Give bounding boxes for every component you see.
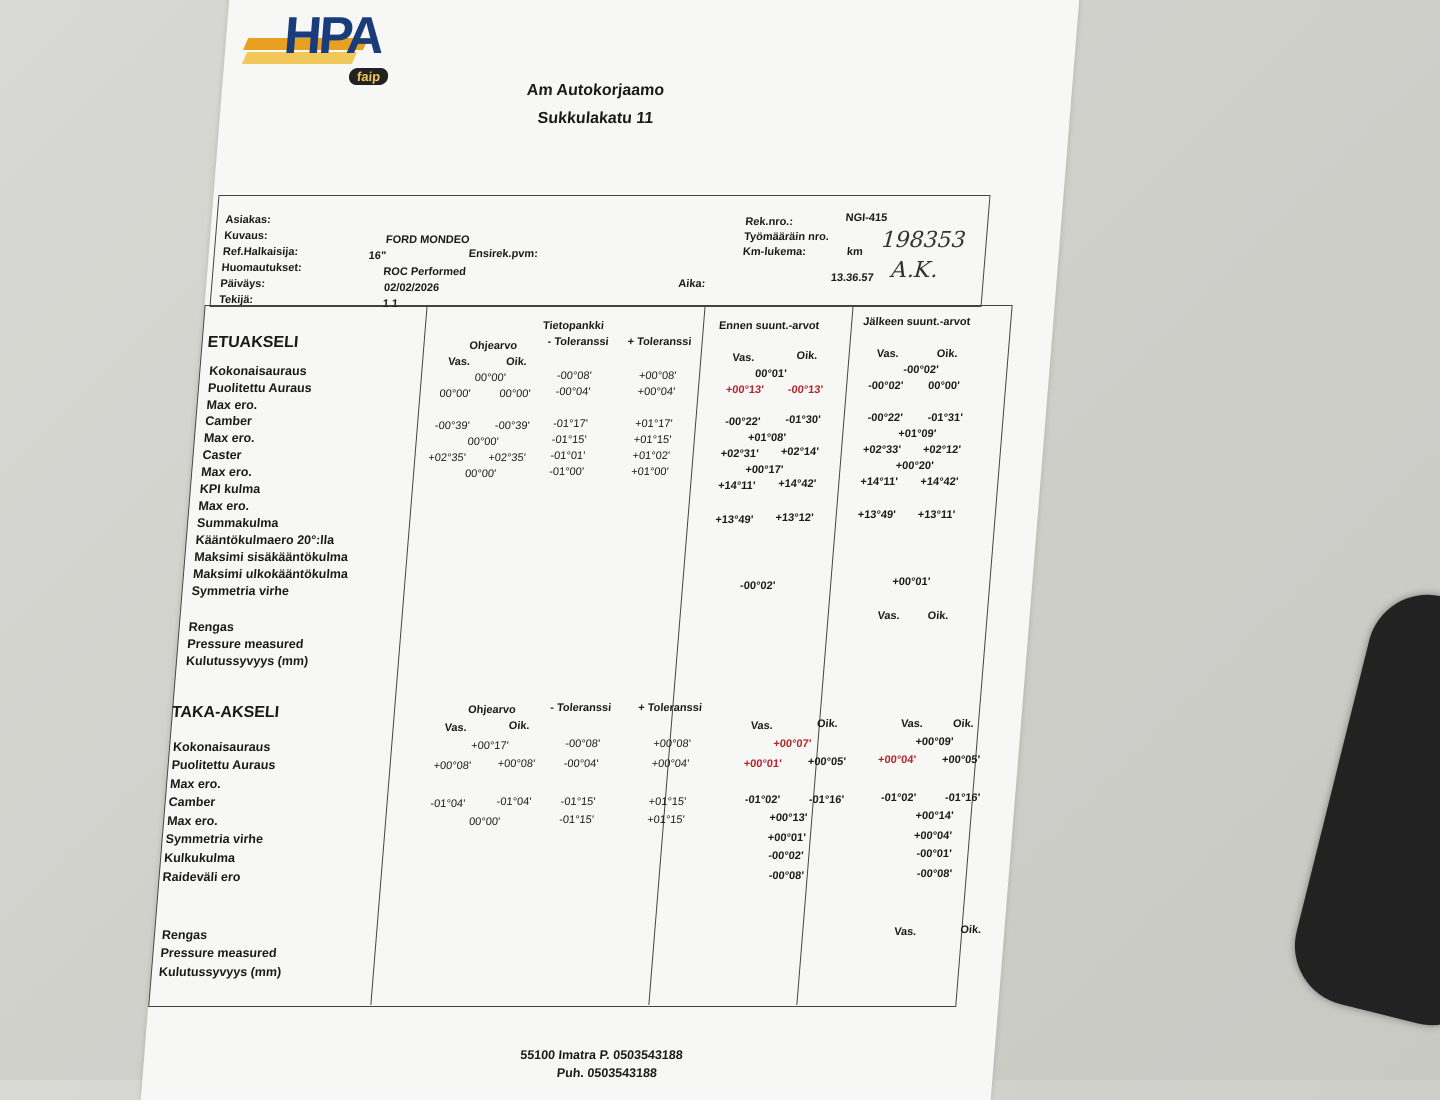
after-value: +00°04' xyxy=(913,830,953,842)
front-label: Max ero. xyxy=(200,465,253,479)
before-value: +00°13' xyxy=(768,812,808,824)
vas-header: Vas. xyxy=(876,348,900,360)
initials-signature: A.K. xyxy=(890,258,939,283)
rear-label: Rengas xyxy=(161,928,208,942)
after-value: +00°04' xyxy=(877,754,917,766)
rear-label: Raideväli ero xyxy=(162,870,242,884)
oik-header: Oik. xyxy=(927,610,949,622)
plus-tol-header: + Toleranssi xyxy=(627,336,692,348)
spec-value: -00°08' xyxy=(556,370,593,382)
rear-label: Symmetria virhe xyxy=(165,832,264,846)
spec-value: 00°00' xyxy=(474,372,507,384)
before-value: +02°14' xyxy=(780,446,820,458)
spec-value: +01°17' xyxy=(634,418,673,430)
after-value: +00°09' xyxy=(915,736,954,748)
before-value: -01°16' xyxy=(808,794,845,806)
spec-value: +00°08' xyxy=(433,760,472,772)
spec-value: +01°15' xyxy=(646,814,686,826)
spec-value: +01°00' xyxy=(630,466,670,478)
spec-value: -01°04' xyxy=(430,798,466,810)
footer-phone: Puh. 0503543188 xyxy=(556,1066,658,1080)
front-label: Maksimi ulkokääntökulma xyxy=(192,567,349,581)
ohjearvo-header: Ohjearvo xyxy=(468,340,518,352)
rear-label: Pressure measured xyxy=(159,946,278,960)
after-value: +14°11' xyxy=(859,476,899,488)
front-label: Kulutussyvyys (mm) xyxy=(185,654,309,668)
km-label: Km-lukema: xyxy=(742,246,807,258)
after-value: +13°11' xyxy=(917,509,956,521)
jalkeen-header: Jälkeen suunt.-arvot xyxy=(862,316,971,328)
before-value: +00°13' xyxy=(725,384,765,396)
spec-value: -01°15' xyxy=(551,434,587,446)
ref-label: Ref.Halkaisija: xyxy=(222,246,299,258)
spec-value: 00°00' xyxy=(439,388,471,400)
spec-value: +00°08' xyxy=(638,370,677,382)
front-axle-title: ETUAKSELI xyxy=(206,334,299,351)
front-label: Symmetria virhe xyxy=(191,584,290,598)
aika-label: Aika: xyxy=(677,278,706,290)
before-value: +14°11' xyxy=(717,480,756,492)
ennen-header: Ennen suunt.-arvot xyxy=(718,320,820,332)
before-value: -00°02' xyxy=(767,850,804,862)
after-value: +00°20' xyxy=(895,460,935,472)
rear-label: Max ero. xyxy=(169,777,222,791)
front-label: Max ero. xyxy=(206,398,258,412)
rekno-label: Rek.nro.: xyxy=(744,216,794,228)
ensirek-label: Ensirek.pvm: xyxy=(468,248,539,260)
spec-value: +02°35' xyxy=(427,452,467,464)
before-value: -00°02' xyxy=(739,580,776,592)
before-value: +00°01' xyxy=(743,758,783,770)
tekija-label: Tekijä: xyxy=(218,294,254,306)
oik-header: Oik. xyxy=(505,356,528,368)
kuvaus-value: FORD MONDEO xyxy=(385,234,471,246)
before-value: -01°30' xyxy=(784,414,822,426)
oik-header: Oik. xyxy=(508,720,531,732)
front-label: Kokonaisauraus xyxy=(208,364,308,378)
ref-value: 16" xyxy=(368,250,387,262)
before-value: +13°49' xyxy=(714,514,754,526)
oik-header: Oik. xyxy=(952,718,975,730)
rear-label: Kokonaisauraus xyxy=(172,740,271,754)
oik-header: Oik. xyxy=(959,924,982,936)
asiakas-label: Asiakas: xyxy=(225,214,272,226)
vas-header: Vas. xyxy=(447,356,471,368)
spec-value: -01°00' xyxy=(548,466,585,478)
after-value: +02°12' xyxy=(922,444,962,456)
tekija-value: 1 1 xyxy=(382,298,399,310)
before-value: +13°12' xyxy=(775,512,814,524)
spec-value: -00°04' xyxy=(555,386,591,398)
front-label: KPI kulma xyxy=(199,482,261,496)
spec-value: -00°04' xyxy=(563,758,599,770)
spec-value: +02°35' xyxy=(487,452,527,464)
spec-value: 00°00' xyxy=(464,468,497,480)
spec-value: +01°02' xyxy=(632,450,671,462)
tietopankki-header: Tietopankki xyxy=(542,320,605,332)
spec-value: +00°08' xyxy=(497,758,536,770)
rear-label: Max ero. xyxy=(166,814,219,828)
front-label: Camber xyxy=(204,414,253,428)
front-label: Max ero. xyxy=(197,499,250,513)
ohjearvo-header: Ohjearvo xyxy=(467,704,517,716)
paivays-label: Päiväys: xyxy=(219,278,266,290)
huomautukset-value: ROC Performed xyxy=(382,266,467,278)
spec-value: 00°00' xyxy=(499,388,531,400)
after-value: 00°00' xyxy=(927,380,961,392)
logo-text: HPA xyxy=(281,7,384,65)
spec-value: -01°17' xyxy=(552,418,589,430)
km-handwritten: 198353 xyxy=(880,228,967,253)
rear-label: Camber xyxy=(168,795,216,809)
before-value: +00°05' xyxy=(807,756,847,768)
before-value: +00°01' xyxy=(767,832,807,844)
spec-value: 00°00' xyxy=(468,816,501,828)
spec-value: +00°08' xyxy=(652,738,692,750)
spec-value: -01°15' xyxy=(558,814,595,826)
before-value: -01°02' xyxy=(744,794,781,806)
after-value: -00°01' xyxy=(916,848,953,860)
vas-header: Vas. xyxy=(900,718,924,730)
after-value: +00°01' xyxy=(891,576,931,588)
minus-tol-header: - Toleranssi xyxy=(549,702,612,714)
plus-tol-header: + Toleranssi xyxy=(637,702,703,714)
huomautukset-label: Huomautukset: xyxy=(221,262,303,274)
front-label: Rengas xyxy=(188,620,235,634)
after-value: +00°14' xyxy=(915,810,954,822)
spec-value: +00°04' xyxy=(637,386,676,398)
before-value: -00°08' xyxy=(768,870,805,882)
after-value: -01°02' xyxy=(880,792,917,804)
spec-value: 00°00' xyxy=(467,436,500,448)
after-value: -00°02' xyxy=(902,364,940,376)
spec-value: +00°04' xyxy=(651,758,690,770)
phone-edge xyxy=(1282,582,1440,1038)
before-value: +00°07' xyxy=(772,738,812,750)
spec-value: -01°04' xyxy=(496,796,532,808)
after-value: -01°16' xyxy=(944,792,981,804)
before-value: -00°22' xyxy=(724,416,761,428)
before-value: +01°08' xyxy=(747,432,787,444)
spec-value: +00°17' xyxy=(470,740,510,752)
aika-value: 13.36.57 xyxy=(830,272,875,284)
rear-label: Kulutussyvyys (mm) xyxy=(158,965,282,979)
vas-header: Vas. xyxy=(731,352,755,364)
paivays-value: 02/02/2026 xyxy=(383,282,440,294)
before-value: +02°31' xyxy=(720,448,760,460)
after-value: +01°09' xyxy=(897,428,937,440)
after-value: +00°05' xyxy=(941,754,981,766)
spec-value: -00°39' xyxy=(494,420,531,432)
front-label: Summakulma xyxy=(196,516,279,530)
alignment-report-sheet xyxy=(141,0,1080,1100)
footer-address: 55100 Imatra P. 0503543188 xyxy=(519,1048,684,1062)
after-value: -01°31' xyxy=(927,412,964,424)
spec-value: -01°15' xyxy=(560,796,596,808)
vas-header: Vas. xyxy=(750,720,774,732)
vas-header: Vas. xyxy=(893,926,917,938)
rear-label: Kulkukulma xyxy=(163,851,236,865)
front-label: Maksimi sisäkääntökulma xyxy=(193,550,349,564)
before-value: +00°17' xyxy=(744,464,784,476)
spec-value: +01°15' xyxy=(633,434,672,446)
km-unit: km xyxy=(846,246,864,258)
spec-value: -00°08' xyxy=(564,738,601,750)
company-street: Sukkulakatu 11 xyxy=(536,110,654,127)
oik-header: Oik. xyxy=(936,348,958,360)
tyomaarain-label: Työmääräin nro. xyxy=(743,231,830,243)
after-value: -00°22' xyxy=(867,412,904,424)
company-name: Am Autokorjaamo xyxy=(526,82,665,99)
after-value: -00°08' xyxy=(916,868,953,880)
oik-header: Oik. xyxy=(796,350,818,362)
before-value: 00°01' xyxy=(754,368,788,380)
minus-tol-header: - Toleranssi xyxy=(547,336,610,348)
front-label: Pressure measured xyxy=(186,637,304,651)
after-value: +13°49' xyxy=(857,509,897,521)
front-label: Kääntökulmaero 20°:lla xyxy=(195,533,335,547)
before-value: +14°42' xyxy=(777,478,817,490)
front-label: Max ero. xyxy=(203,431,256,445)
oik-header: Oik. xyxy=(816,718,839,730)
hpa-logo xyxy=(242,4,398,84)
rekno-value: NGI-415 xyxy=(845,212,888,224)
spec-value: +01°15' xyxy=(648,796,687,808)
vas-header: Vas. xyxy=(444,722,468,734)
kuvaus-label: Kuvaus: xyxy=(223,230,269,242)
before-value: -00°13' xyxy=(787,384,824,396)
front-label: Puolitettu Auraus xyxy=(207,381,313,395)
after-value: +02°33' xyxy=(862,444,902,456)
logo-subtext: faip xyxy=(348,68,388,85)
after-value: +14°42' xyxy=(919,476,959,488)
spec-value: -00°39' xyxy=(434,420,471,432)
rear-label: Puolitettu Auraus xyxy=(171,758,276,772)
spec-value: -01°01' xyxy=(550,450,586,462)
front-label: Caster xyxy=(202,448,243,462)
after-value: -00°02' xyxy=(867,380,904,392)
rear-axle-title: TAKA-AKSELI xyxy=(171,704,280,721)
vas-header: Vas. xyxy=(877,610,901,622)
